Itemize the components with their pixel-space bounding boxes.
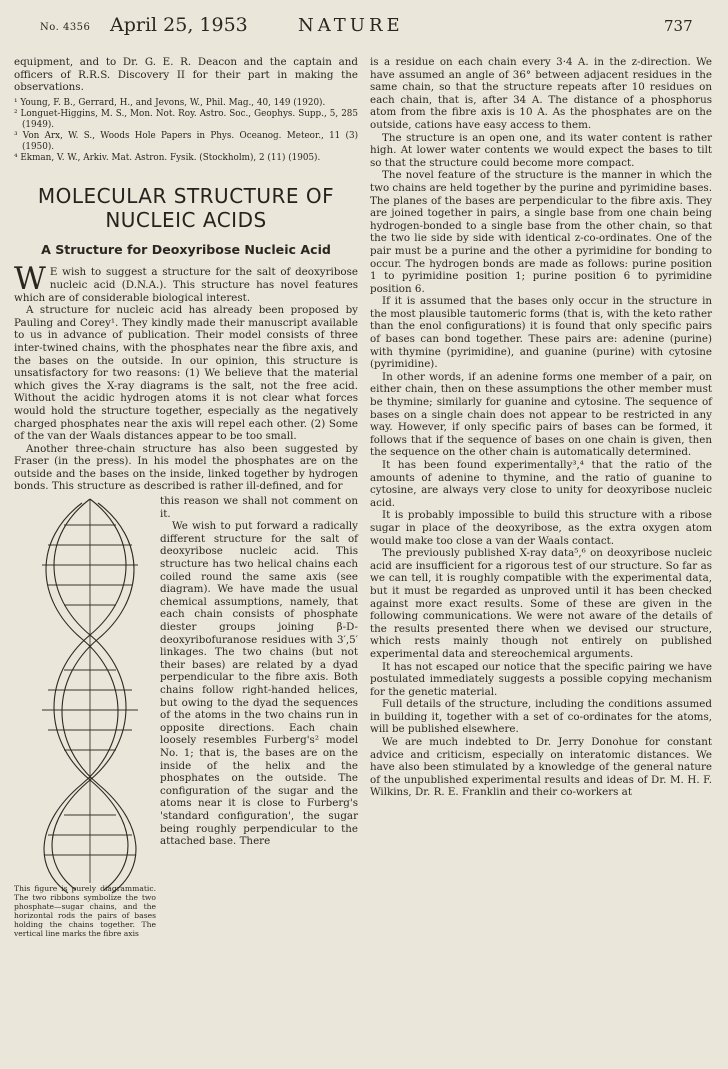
paragraph-acknowledgements: We are much indebted to Dr. Jerry Donohue for constant advice and criticism, especially on interatomic distances. We have also been stimulated by a knowledge of the general nature of the unpublished experimental results and ideas of Dr. M. H. F. Wilkins, Dr. R. E. Franklin and their co-workers at (370, 736, 712, 799)
journal-name: NATURE (298, 15, 404, 36)
reference-item: ¹ Young, F. B., Gerrard, H., and Jevons, W., Phil. Mag., 40, 149 (1920). (14, 97, 326, 108)
paragraph-fraser: Another three-chain structure has also been suggested by Fraser (in the press). In his model the phosphates are on the outside and the bases on the inside, linked together by hydrogen bonds. This structure as described is rather ill-defined, and for (14, 442, 358, 493)
issue-number: No. 4356 (40, 22, 91, 33)
paragraph-base-pairing: The novel feature of the structure is the manner in which the two chains are held together by the purine and pyrimidine bases. The planes of the bases are perpendicular to the fibre axis. They are joined together in pairs, a single base from one chain being hydrogen-bonded to a single base from the other chain, so that the two lie side by side with identical z-co-ordinates. One of the pair must be a purine and the other a pyrimidine for bonding to occur. The hydrogen bonds are made as follows: purine position 1 to pyrimidine position 1; purine position 6 to pyrimidine position 6. (370, 169, 712, 295)
drop-cap: W (14, 261, 46, 298)
reference-item: ⁴ Ekman, V. W., Arkiv. Mat. Astron. Fysik. (Stockholm), 2 (11) (1905). (14, 152, 321, 163)
article-subtitle: A Structure for Deoxyribose Nucleic Acid (41, 241, 331, 257)
issue-date: April 25, 1953 (110, 14, 248, 36)
reference-item: ³ Von Arx, W. S., Woods Hole Papers in Phys. Oceanog. Meteor., 11 (3) (1950). (14, 130, 358, 152)
left-column (14, 56, 358, 965)
paragraph-sequence: In other words, if an adenine forms one member of a pair, on either chain, then on these assumptions the other member must be thymine; similarly for guanine and cytosine. The sequence of bases on a single chain does not appear to be restricted in any way. However, if only specific pairs of bases can be formed, it follows that if the sequence of bases on one chain is given, then the sequence on the other chain is automatically determined. (370, 370, 712, 459)
reference-item: ² Longuet-Higgins, M. S., Mon. Not. Roy. Astro. Soc., Geophys. Supp., 5, 285 (1949). (14, 108, 358, 130)
previous-article-ending: equipment, and to Dr. G. E. R. Deacon and the captain and officers of R.R.S. Discovery II for their part in making the observations. (14, 56, 358, 94)
paragraph-xray-data: The previously published X-ray data⁵,⁶ on deoxyribose nucleic acid are insufficient for a rigorous test of our structure. So far as we can tell, it is roughly compatible with the experimental data, but it must be regarded as unproved until it has been checked against more exact results. Some of these are given in the following communications. We were not aware of the details of the results presented there when we devised our structure, which rests mainly though not entirely on published experimental data and stereochemical arguments. (370, 547, 712, 660)
figure-caption: This figure is purely diagrammatic. The two ribbons symbolize the two phosphate—sugar chains, and the horizontal rods the pairs of bases holding the chains together. The vertical line marks the fibre axis (14, 884, 156, 938)
paragraph-pauling-corey: A structure for nucleic acid has already been proposed by Pauling and Corey¹. They kindly made their manuscript available to us in advance of publication. Their model consists of three inter-twined chains, with the phosphates near the fibre axis, and the bases on the outside. In our opinion, this structure is unsatisfactory for two reasons: (1) We believe that the material which gives the X-ray diagrams is the salt, not the free acid. Without the acidic hydrogen atoms it is not clear what forces would hold the structure together, especially as the negatively charged phosphates near the axis will repel each other. (2) Some of the van der Waals distances appear to be too small. (14, 304, 358, 443)
figure-area (14, 495, 358, 965)
article-heading (14, 184, 358, 257)
paragraph-copying-mechanism: It has not escaped our notice that the specific pairing we have postulated immediately suggests a possible copying mechanism for the genetic material. (370, 660, 712, 698)
figure-wrap-text (160, 495, 358, 848)
right-column (370, 56, 712, 799)
paragraph-water-content: The structure is an open one, and its water content is rather high. At lower water contents we would expect the bases to tilt so that the structure could become more compact. (370, 131, 712, 169)
article-title-line-1: MOLECULAR STRUCTURE OF (37, 183, 335, 208)
paragraph-ratios: It has been found experimentally³,⁴ that the ratio of the amounts of adenine to thymine, and the ratio of guanine to cytosine, are always very close to unity for deoxyribose nucleic acid. (370, 459, 712, 509)
paragraph-full-details: Full details of the structure, including the conditions assumed in building it, together with a set of co-ordinates for the atoms, will be published elsewhere. (370, 698, 712, 736)
paragraph-tautomeric-forms: If it is assumed that the bases only occur in the structure in the most plausible tautomeric forms (that is, with the keto rather than the enol configurations) it is found that only specific pairs of bases can bond together. These pairs are: adenine (purine) with thymine (pyrimidine), and guanine (purine) with cytosine (pyrimidine). (370, 295, 712, 371)
article-title-line-2: NUCLEIC ACIDS (105, 207, 267, 232)
paragraph-residues: is a residue on each chain every 3·4 A. in the z-direction. We have assumed an angle of 36° between adjacent residues in the same chain, so that the structure repeats after 10 residues on each chain, that is, after 34 A. The distance of a phosphorus atom from the fibre axis is 10 A. As the phosphates are on the outside, cations have easy access to them. (370, 56, 712, 131)
page-header (0, 14, 728, 44)
paragraph-ribose: It is probably impossible to build this structure with a ribose sugar in place of the deoxyribose, as the extra oxygen atom would make too close a van der Waals contact. (370, 509, 712, 547)
paragraph-proposal: We wish to put forward a radically different structure for the salt of deoxyribose nucleic acid. This structure has two helical chains each coiled round the same axis (see diagram). We have made the usual chemical assumptions, namely, that each chain consists of phosphate diester groups joining β-D-deoxyribofuranose residues with 3′,5′ linkages. The two chains (but not their bases) are related by a dyad perpendicular to the fibre axis. Both chains follow right-handed helices, but owing to the dyad the sequences of the atoms in the two chains run in opposite directions. Each chain loosely resembles Furberg's² model No. 1; that is, the bases are on the inside of the helix and the phosphates on the outside. The configuration of the sugar and the atoms near it is close to Furberg's 'standard configuration', the sugar being roughly perpendicular to the attached base. There (160, 520, 358, 848)
previous-article-references (14, 98, 358, 164)
page-number: 737 (664, 17, 693, 35)
paragraph-opening-text: E wish to suggest a structure for the salt of deoxyribose nucleic acid (D.N.A.). This structure has novel features which are of considerable biological interest. (14, 266, 358, 304)
paragraph-fraser-continued: this reason we shall not comment on it. (160, 495, 358, 520)
double-helix-diagram (14, 495, 166, 905)
paragraph-opening (14, 261, 358, 304)
